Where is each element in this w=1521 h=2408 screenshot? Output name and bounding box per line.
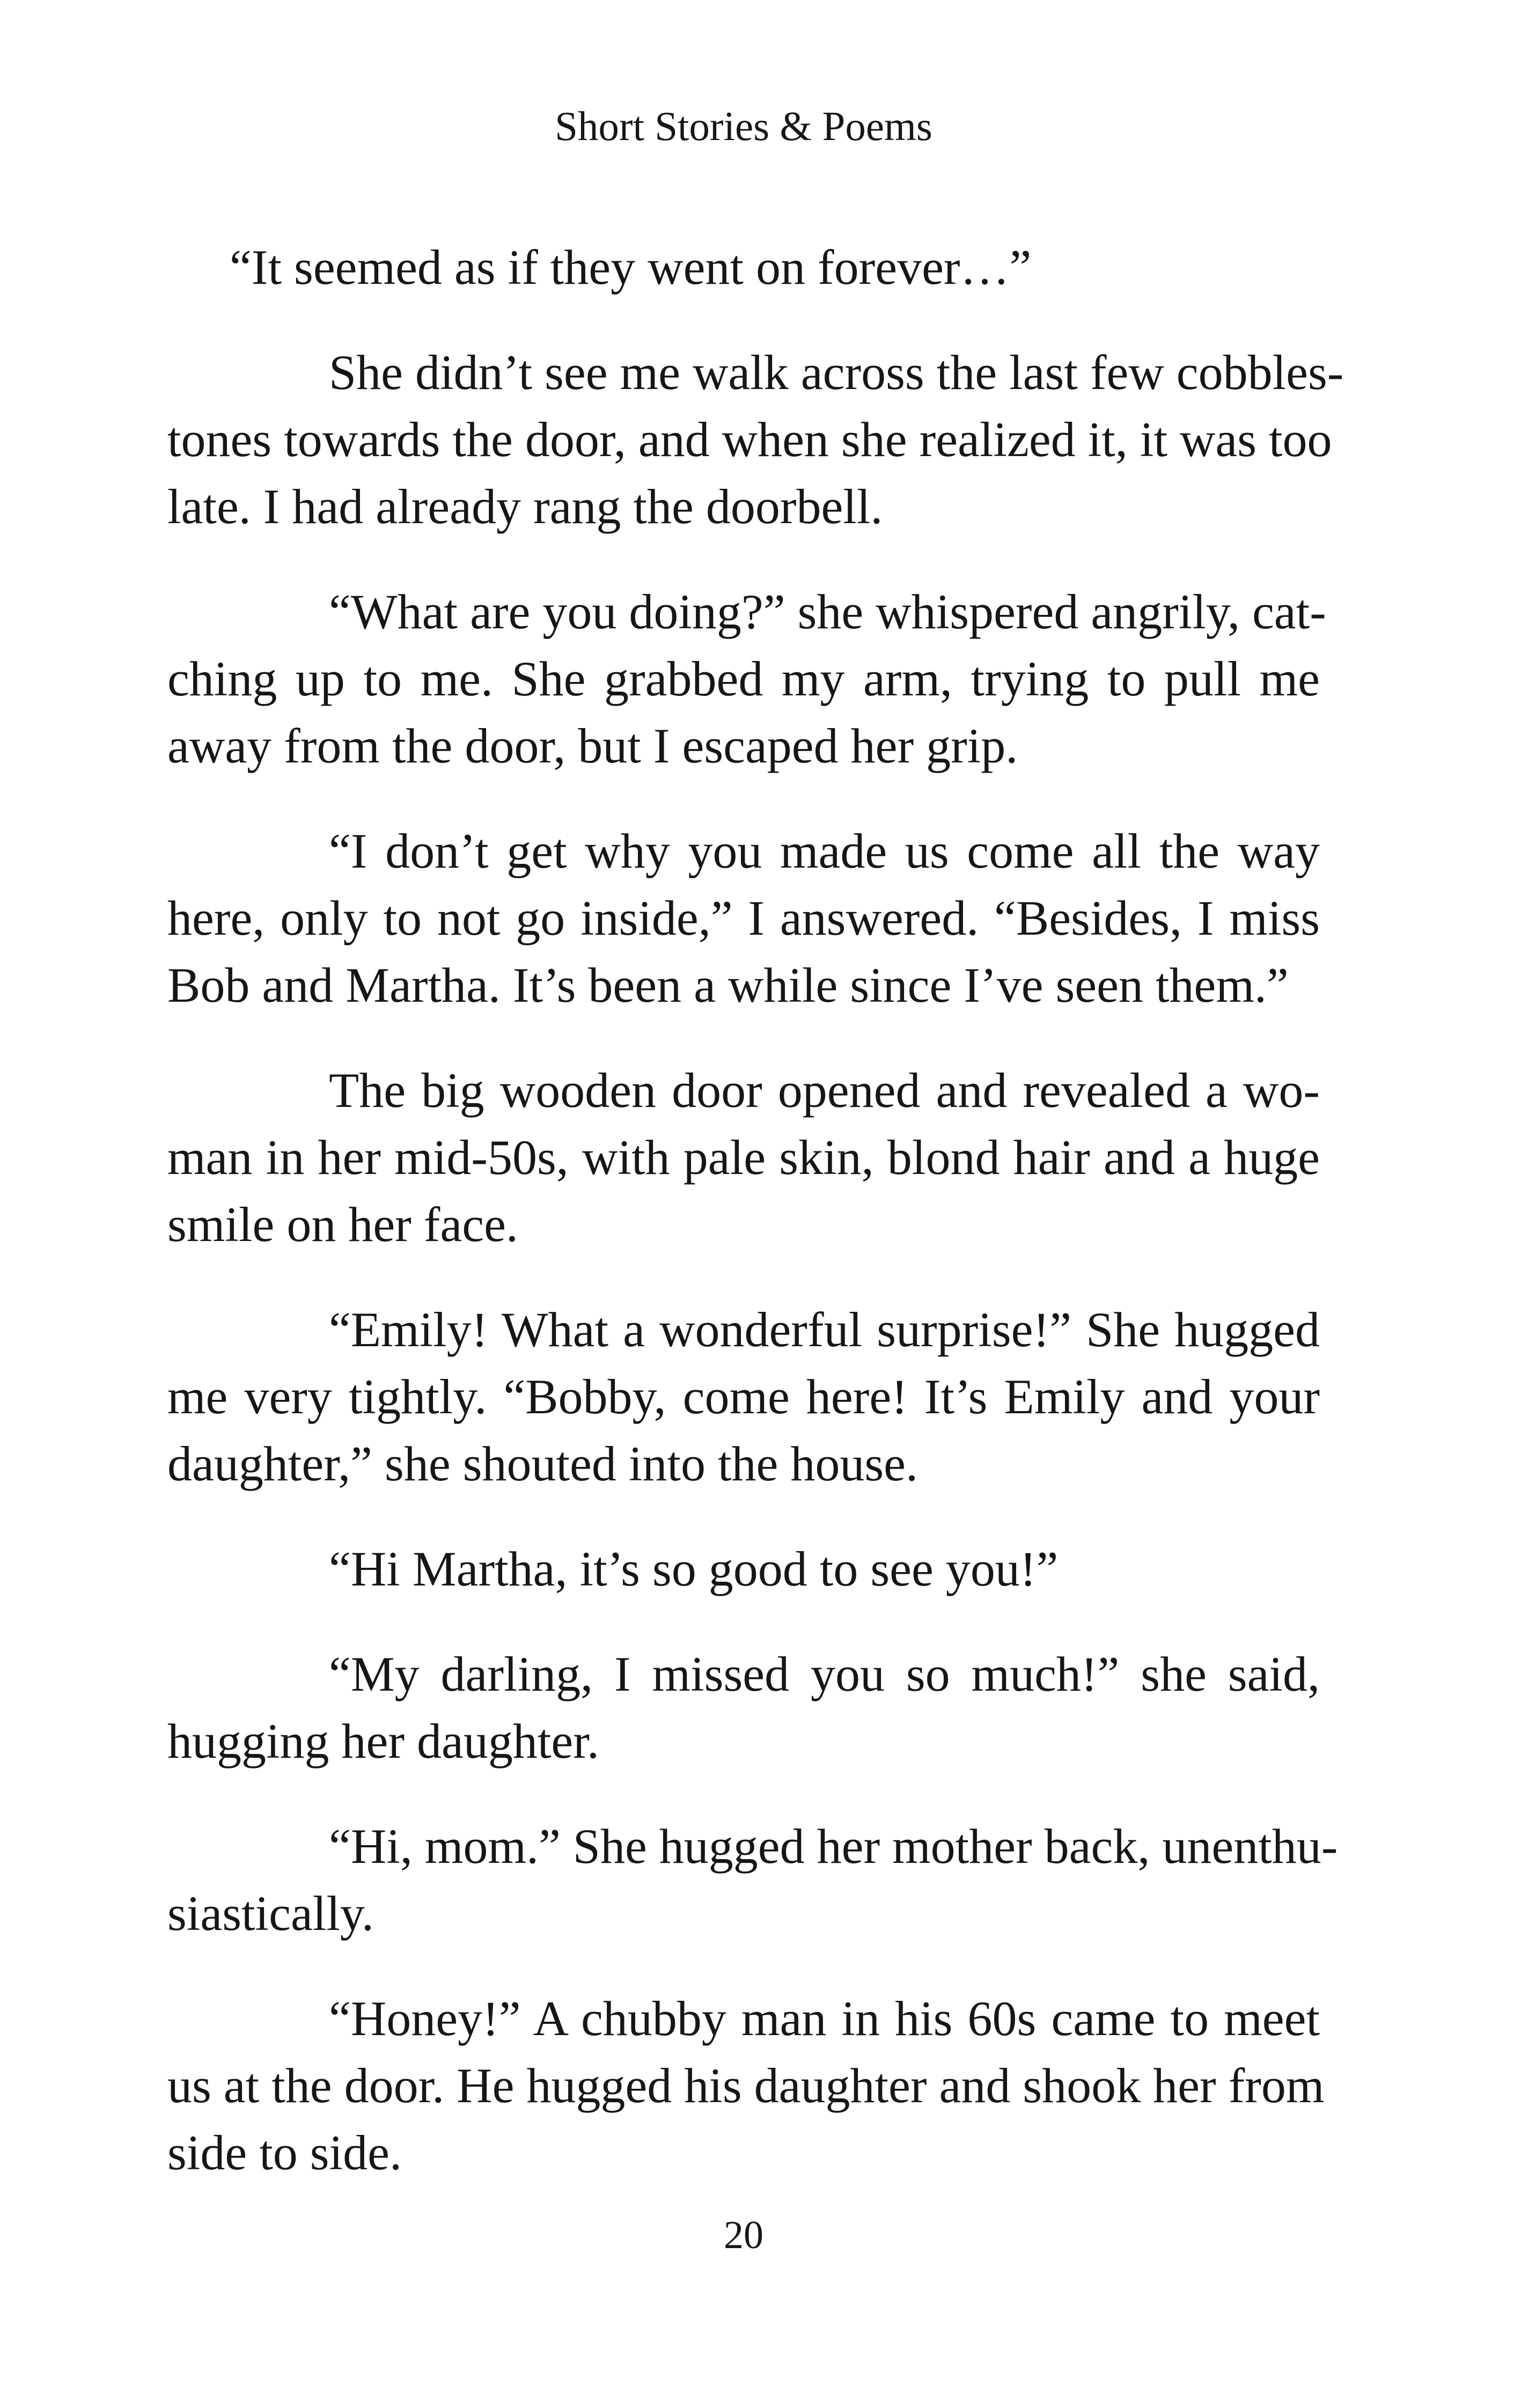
text-line: siastically. xyxy=(167,1886,374,1941)
paragraph xyxy=(167,1641,1320,1775)
paragraph xyxy=(167,818,1320,1019)
text-line: “Hi Martha, it’s so good to see you!” xyxy=(329,1541,1059,1596)
text-line: “Emily! What a wonderful surprise!” She hugged xyxy=(329,1302,1320,1357)
text-column xyxy=(167,0,1344,2408)
text-line: “What are you doing?” she whispered angrily, cat- xyxy=(329,584,1326,639)
paragraph xyxy=(167,1813,1338,1947)
paragraph xyxy=(167,1057,1320,1258)
text-line: man in her mid-50s, with pale skin, blond hair and a huge xyxy=(167,1130,1320,1185)
text-line: smile on her face. xyxy=(167,1197,518,1252)
text-line: “I don’t get why you made us come all the way xyxy=(329,824,1320,878)
text-line: here, only to not go inside,” I answered. “Besides, I miss xyxy=(167,891,1320,945)
text-line: hugging her daughter. xyxy=(167,1714,599,1768)
text-line: ching up to me. She grabbed my arm, trying to pull me xyxy=(167,651,1320,706)
paragraph xyxy=(167,234,1320,301)
text-line: daughter,” she shouted into the house. xyxy=(167,1436,919,1491)
running-header: Short Stories & Poems xyxy=(555,103,932,149)
text-line: side to side. xyxy=(167,2125,402,2180)
text-line: Bob and Martha. It’s been a while since I’ve seen them.” xyxy=(167,958,1289,1012)
text-line: tones towards the door, and when she realized it, it was too xyxy=(167,412,1332,467)
text-line: “Honey!” A chubby man in his 60s came to meet xyxy=(329,1991,1320,2046)
paragraph xyxy=(167,1985,1325,2186)
text-line: me very tightly. “Bobby, come here! It’s Emily and your xyxy=(167,1369,1320,1424)
story-text xyxy=(167,234,1344,2186)
text-line: “Hi, mom.” She hugged her mother back, unenthu- xyxy=(329,1819,1338,1874)
text-line: “My darling, I missed you so much!” she said, xyxy=(329,1647,1320,1701)
text-line: us at the door. He hugged his daughter and shook her from xyxy=(167,2058,1325,2113)
page-number: 20 xyxy=(724,2213,763,2257)
paragraph xyxy=(167,1536,1320,1603)
text-line: She didn’t see me walk across the last few cobbles- xyxy=(329,345,1344,400)
paragraph xyxy=(167,578,1326,780)
text-line: “It seemed as if they went on forever…” xyxy=(230,240,1032,295)
paragraph xyxy=(167,339,1344,540)
text-line: The big wooden door opened and revealed a wo- xyxy=(329,1063,1320,1118)
paragraph xyxy=(167,1296,1320,1497)
text-line: away from the door, but I escaped her grip. xyxy=(167,718,1018,773)
text-line: late. I had already rang the doorbell. xyxy=(167,479,883,534)
